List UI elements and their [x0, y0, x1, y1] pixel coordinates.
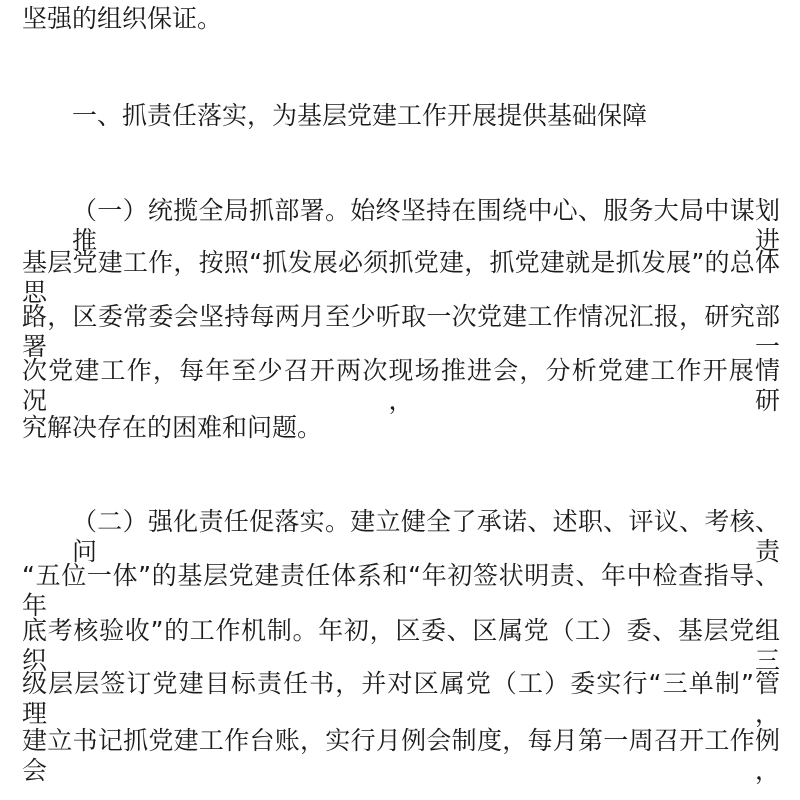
paragraph-line: 建立书记抓党建工作台账，实行月例会制度，每月第一周召开工作例会， [22, 726, 780, 785]
paragraph-line: 级层层签订党建目标责任书，并对区属党（工）委实行“三单制”管理， [22, 669, 780, 728]
paragraph-line: 坚强的组织保证。 [22, 4, 223, 33]
paragraph-line: 基层党建工作，按照“抓发展必须抓党建，抓党建就是抓发展”的总体思 [22, 248, 780, 307]
paragraph-line: （二）强化责任促落实。建立健全了承诺、述职、评议、考核、问责 [72, 507, 780, 566]
paragraph-line: 路，区委常委会坚持每两月至少听取一次党建工作情况汇报，研究部署一 [22, 302, 780, 361]
section-heading: 一、抓责任落实，为基层党建工作开展提供基础保障 [72, 101, 648, 130]
paragraph-line: “五位一体”的基层党建责任体系和“年初签状明责、年中检查指导、年 [22, 561, 780, 620]
paragraph-line: 底考核验收”的工作机制。年初，区委、区属党（工）委、基层党组织三 [22, 616, 780, 675]
paragraph-line: 次党建工作，每年至少召开两次现场推进会，分析党建工作开展情况，研 [22, 356, 780, 415]
paragraph-line: 究解决存在的困难和问题。 [22, 413, 323, 442]
paragraph-line: （一）统揽全局抓部署。始终坚持在围绕中心、服务大局中谋划推进 [72, 196, 780, 255]
